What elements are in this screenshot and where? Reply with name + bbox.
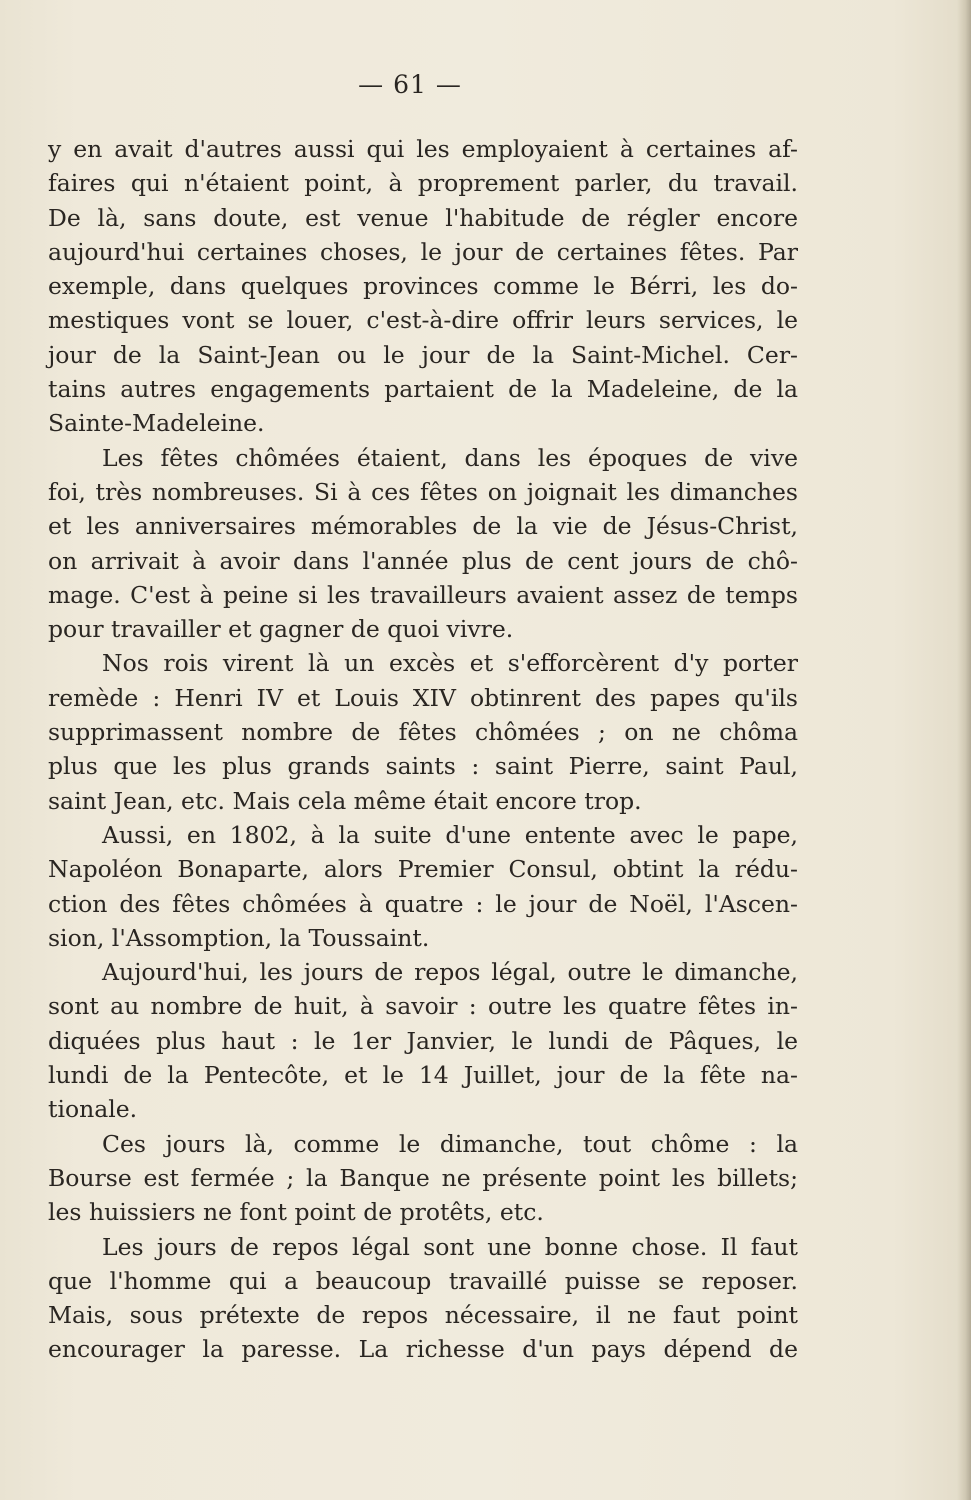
text-line: De là, sans doute, est venue l'habitude de régler encore [48,203,798,232]
text-line: on arrivait à avoir dans l'année plus de cent jours de chô- [48,546,798,575]
text-line: mage. C'est à peine si les travailleurs avaient assez de temps [48,580,798,609]
text-line: faires qui n'étaient point, à proprement parler, du travail. [48,169,798,198]
text-line: ction des fêtes chômées à quatre : le jour de Noël, l'Ascen- [48,889,798,918]
text-line: lundi de la Pentecôte, et le 14 Juillet, jour de la fête na- [48,1061,798,1090]
text-line: Aussi, en 1802, à la suite d'une entente avec le pape, [102,820,798,849]
text-line: supprimassent nombre de fêtes chômées ; on ne chôma [48,718,798,747]
text-line: Ces jours là, comme le dimanche, tout chôme : la [102,1129,798,1158]
body-text [48,132,798,1367]
text-line: tionale. [48,1095,138,1124]
text-line: y en avait d'autres aussi qui les employaient à certaines af- [48,135,798,163]
text-line: Mais, sous prétexte de repos nécessaire, il ne faut point [48,1301,798,1330]
page-edge-shadow [957,0,971,1500]
text-line: saint Jean, etc. Mais cela même était encore trop. [48,786,642,815]
text-line: exemple, dans quelques provinces comme le Bérri, les do- [48,272,798,301]
text-line: Nos rois virent là un excès et s'efforcèrent d'y porter [102,649,798,678]
text-line: remède : Henri IV et Louis XIV obtinrent des papes qu'ils [48,683,798,712]
text-line: que l'homme qui a beaucoup travaillé puisse se reposer. [48,1266,798,1295]
text-line: foi, très nombreuses. Si à ces fêtes on joignait les dimanches [48,477,798,506]
text-line: sion, l'Assomption, la Toussaint. [48,923,430,952]
text-line: Aujourd'hui, les jours de repos légal, outre le dimanche, [102,958,798,987]
text-line: Les fêtes chômées étaient, dans les époques de vive [102,443,798,472]
text-line: Sainte-Madeleine. [48,409,265,438]
text-line: mestiques vont se louer, c'est-à-dire offrir leurs services, le [48,306,798,335]
text-line: Les jours de repos légal sont une bonne chose. Il faut [102,1232,798,1261]
text-line: diquées plus haut : le 1er Janvier, le lundi de Pâques, le [48,1026,798,1055]
text-line: plus que les plus grands saints : saint Pierre, saint Paul, [48,752,798,781]
page-number: — 61 — [358,70,462,99]
text-line: les huissiers ne font point de protêts, etc. [48,1198,544,1227]
text-line: et les anniversaires mémorables de la vie de Jésus-Christ, [48,512,798,541]
text-line: pour travailler et gagner de quoi vivre. [48,615,514,644]
text-line: Bourse est fermée ; la Banque ne présente point les billets; [48,1163,798,1192]
text-line: aujourd'hui certaines choses, le jour de certaines fêtes. Par [48,237,798,266]
text-line: tains autres engagements partaient de la Madeleine, de la [48,375,798,404]
text-line: Napoléon Bonaparte, alors Premier Consul, obtint la rédu- [48,855,798,884]
text-line: sont au nombre de huit, à savoir : outre les quatre fêtes in- [48,992,798,1021]
text-line: encourager la paresse. La richesse d'un pays dépend de [48,1335,798,1364]
text-line: jour de la Saint-Jean ou le jour de la Saint-Michel. Cer- [48,340,798,369]
